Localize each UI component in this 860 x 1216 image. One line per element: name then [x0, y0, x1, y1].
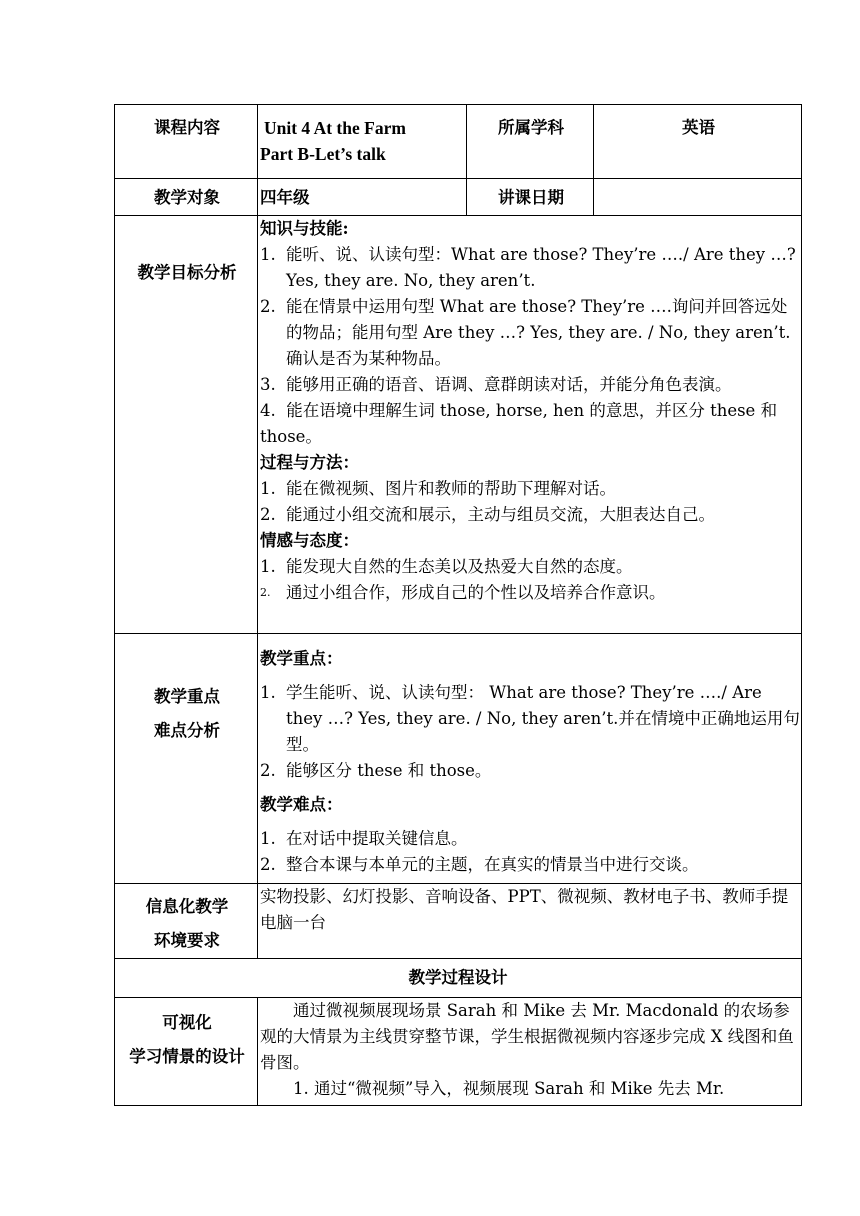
audience-value: 四年级	[258, 179, 467, 216]
course-unit-cell	[258, 105, 467, 179]
environment-label-line2: 环境要求	[154, 931, 220, 950]
visual-intro: 通过微视频展现场景 Sarah 和 Mike 去 Mr. Macdonald 的农场参观的大情景为主线贯穿整节课，学生根据微视频内容逐步完成 X 线图和鱼骨图。	[260, 1001, 794, 1072]
difficulty-list	[260, 826, 801, 878]
audience-row	[115, 179, 802, 216]
emotion-item: 1. 能发现大自然的生态美以及热爱大自然的态度。	[260, 557, 633, 576]
subject-value: 英语	[594, 105, 802, 179]
process-item: 1. 能在微视频、图片和教师的帮助下理解对话。	[260, 479, 616, 498]
objectives-row	[115, 216, 802, 634]
process-list	[260, 476, 801, 528]
environment-value: 实物投影、幻灯投影、音响设备、PPT、微视频、教材电子书、教师手提电脑一台	[258, 884, 802, 959]
course-content-label: 课程内容	[115, 105, 258, 179]
unit-part: Part B-Let’s talk	[260, 144, 386, 164]
objectives-label: 教学目标分析	[115, 216, 258, 634]
course-row	[115, 105, 802, 179]
difficulty-item: 2. 整合本课与本单元的主题，在真实的情景当中进行交谈。	[260, 855, 699, 874]
difficulty-item: 1. 在对话中提取关键信息。	[260, 829, 468, 848]
lesson-plan-table	[114, 104, 802, 1106]
visual-row	[115, 998, 802, 1106]
environment-row	[115, 884, 802, 959]
emotion-title: 情感与态度：	[260, 531, 359, 550]
focus-list	[260, 680, 801, 784]
process-design-title: 教学过程设计	[115, 959, 802, 998]
knowledge-item: 4. 能在语境中理解生词 those, horse, hen 的意思，并区分 these 和 those。	[260, 401, 778, 446]
process-design-row	[115, 959, 802, 998]
keypoints-label-line1: 教学重点	[154, 687, 220, 706]
difficulty-title: 教学难点：	[260, 795, 343, 814]
focus-item: 1. 学生能听、说、认读句型： What are those? They’re …./ Are they …? Yes, they are. / No, they aren’t.并在情境中正确地运用句型。	[260, 683, 800, 754]
environment-label	[115, 884, 258, 959]
knowledge-item: 3. 能够用正确的语音、语调、意群朗读对话，并能分角色表演。	[260, 375, 732, 394]
visual-content	[258, 998, 802, 1106]
knowledge-title: 知识与技能:	[260, 219, 349, 238]
process-item: 2. 能通过小组交流和展示，主动与组员交流，大胆表达自己。	[260, 505, 715, 524]
emotion-item: 2. 通过小组合作，形成自己的个性以及培养合作意识。	[260, 583, 666, 602]
objectives-content	[258, 216, 802, 634]
knowledge-item: 1. 能听、说、认读句型：What are those? They’re …./ Are they …? Yes, they are. No, they aren’t.	[260, 245, 796, 290]
visual-label-line1: 可视化	[162, 1013, 212, 1032]
date-value	[594, 179, 802, 216]
focus-item: 2. 能够区分 these 和 those。	[260, 761, 492, 780]
visual-label	[115, 998, 258, 1106]
unit-title: Unit 4 At the Farm	[264, 118, 406, 138]
environment-label-line1: 信息化教学	[145, 897, 229, 916]
emotion-list	[260, 554, 801, 606]
audience-label: 教学对象	[115, 179, 258, 216]
date-label: 讲课日期	[467, 179, 594, 216]
subject-label: 所属学科	[467, 105, 594, 179]
knowledge-list	[260, 242, 801, 450]
visual-step-1: 1. 通过“微视频”导入，视频展现 Sarah 和 Mike 先去 Mr.	[293, 1079, 725, 1098]
keypoints-content	[258, 634, 802, 884]
visual-label-line2: 学习情景的设计	[129, 1047, 245, 1066]
process-title: 过程与方法：	[260, 453, 359, 472]
focus-title: 教学重点：	[260, 649, 343, 668]
keypoints-label-line2: 难点分析	[154, 721, 220, 740]
keypoints-label	[115, 634, 258, 884]
knowledge-item: 2. 能在情景中运用句型 What are those? They’re ….询问并回答远处的物品；能用句型 Are they …? Yes, they are. / No, they aren’t.确认是否为某种物品。	[260, 297, 791, 368]
keypoints-row	[115, 634, 802, 884]
